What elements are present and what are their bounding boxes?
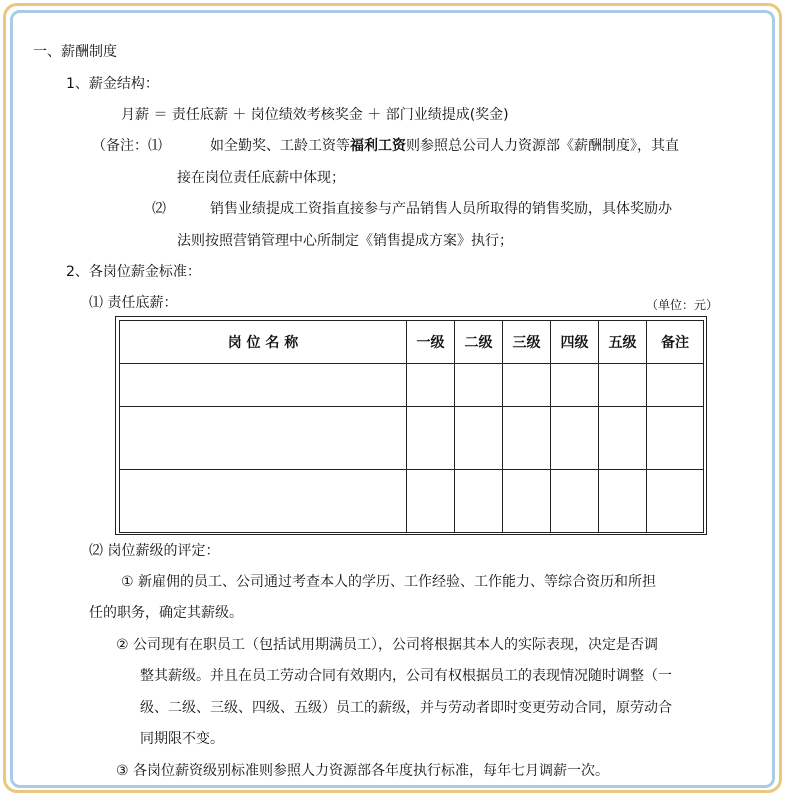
- salary-formula: 月薪 ＝ 责任底薪 ＋ 岗位绩效考核奖金 ＋ 部门业绩提成(奖金): [121, 107, 509, 123]
- note-1-post: 则参照总公司人力资源部《薪酬制度》，其直: [406, 138, 679, 154]
- item-1-line-2: 任的职务，确定其薪级。: [89, 605, 243, 621]
- salary-table: [119, 320, 704, 533]
- table-cell: [647, 470, 704, 533]
- header-level-5: 五级: [599, 321, 647, 364]
- base-salary-title: ⑴ 责任底薪：: [89, 295, 178, 311]
- table-cell: [407, 470, 455, 533]
- item-1-line-1: ① 新雇佣的员工、公司通过考查本人的学历、工作经验、工作能力、等综合资历和所担: [121, 574, 656, 590]
- table-cell: [407, 364, 455, 407]
- table-row: [120, 364, 704, 407]
- salary-table-frame: [115, 316, 707, 535]
- item-3: ③ 各岗位薪资级别标准则参照人力资源部各年度执行标准，每年七月调薪一次。: [116, 763, 609, 779]
- note-prefix: （备注：⑴: [92, 138, 162, 154]
- table-header-row: [120, 321, 704, 364]
- table-cell: [455, 364, 503, 407]
- salary-standard-title: 2、各岗位薪金标准：: [66, 264, 201, 280]
- unit-label: （单位：元）: [646, 298, 719, 312]
- table-cell: [120, 407, 407, 470]
- grade-evaluation-title: ⑵ 岗位薪级的评定：: [89, 543, 220, 559]
- item-2-line-4: 同期限不变。: [140, 731, 224, 747]
- table-cell: [599, 364, 647, 407]
- item-2-line-2: 整其薪级。并且在员工劳动合同有效期内，公司有权根据员工的表现情况随时调整（一: [140, 668, 672, 684]
- section-title: 一、薪酬制度: [33, 44, 117, 60]
- item-2-line-3: 级、二级、三级、四级、五级）员工的薪级，并与劳动者即时变更劳动合同，原劳动合: [140, 700, 672, 716]
- header-remarks: 备注: [647, 321, 704, 364]
- item-2-line-1: ② 公司现有在职员工（包括试用期满员工），公司将根据其本人的实际表现，决定是否调: [116, 637, 658, 653]
- table-cell: [503, 407, 551, 470]
- table-cell: [551, 407, 599, 470]
- header-level-1: 一级: [407, 321, 455, 364]
- header-position-name: 岗 位 名 称: [120, 321, 407, 364]
- table-row: [120, 470, 704, 533]
- header-level-4: 四级: [551, 321, 599, 364]
- table-cell: [551, 364, 599, 407]
- note-1-pre: 如全勤奖、工龄工资等: [210, 138, 350, 154]
- table-cell: [503, 470, 551, 533]
- table-cell: [455, 407, 503, 470]
- note-2-line-2: 法则按照营销管理中心所制定《销售提成方案》执行；: [177, 233, 513, 249]
- table-cell: [647, 364, 704, 407]
- table-cell: [647, 407, 704, 470]
- table-cell: [407, 407, 455, 470]
- note-1-bold: 福利工资: [350, 138, 406, 154]
- table-cell: [599, 470, 647, 533]
- note-1-line-2: 接在岗位责任底薪中体现；: [177, 170, 345, 186]
- header-level-2: 二级: [455, 321, 503, 364]
- table-cell: [120, 364, 407, 407]
- table-cell: [503, 364, 551, 407]
- table-cell: [599, 407, 647, 470]
- header-level-3: 三级: [503, 321, 551, 364]
- salary-structure-title: 1、薪金结构：: [66, 76, 159, 92]
- note-2-line-1: 销售业绩提成工资指直接参与产品销售人员所取得的销售奖励，具体奖励办: [210, 201, 672, 217]
- table-row: [120, 407, 704, 470]
- table-cell: [551, 470, 599, 533]
- table-cell: [120, 470, 407, 533]
- note-2-number: ⑵: [152, 201, 166, 217]
- note-1-line-1: [210, 137, 679, 155]
- table-cell: [455, 470, 503, 533]
